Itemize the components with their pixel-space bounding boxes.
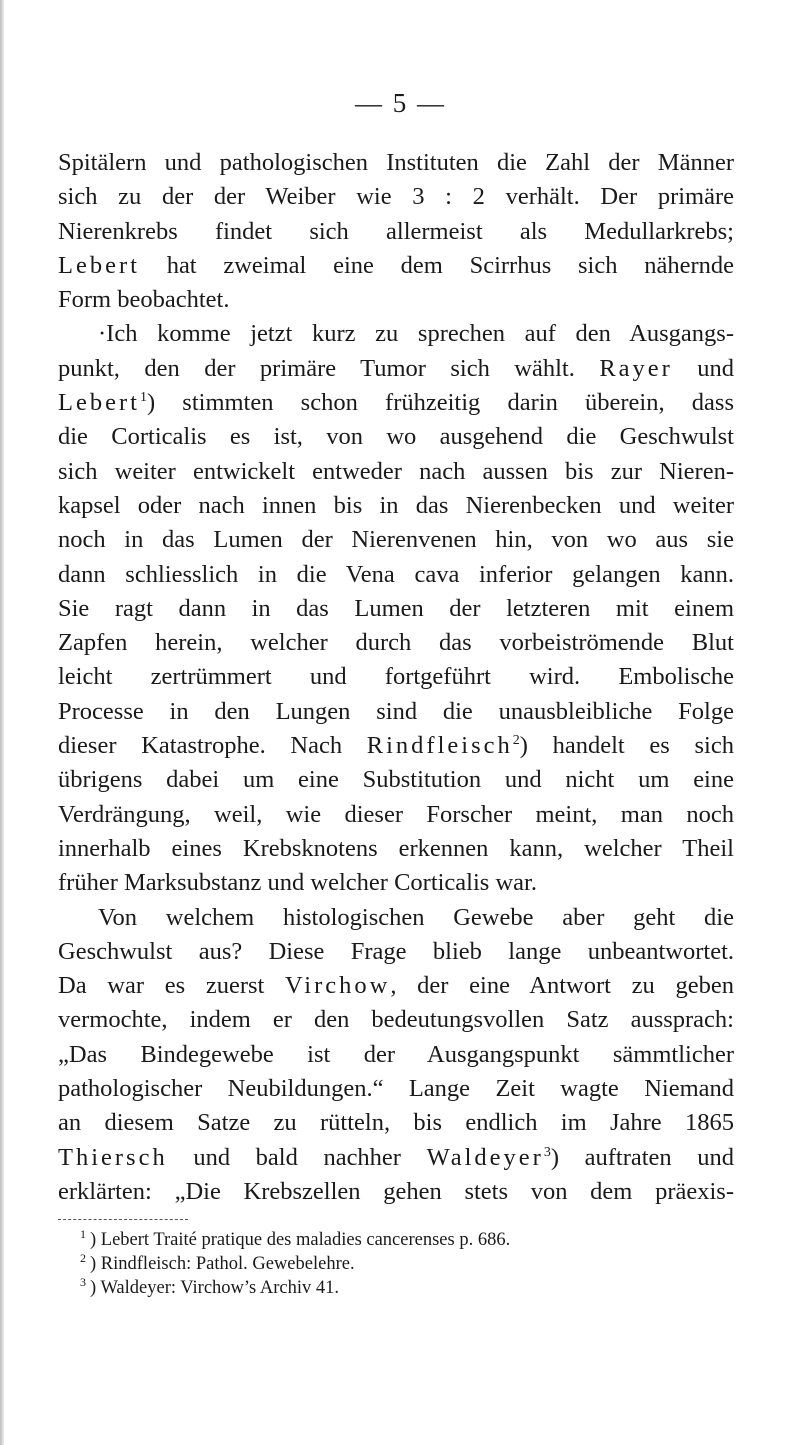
footnotes — [80, 1228, 740, 1300]
text-line: sich zu der der Weiber wie 3 : 2 verhält. Der primäre — [58, 183, 734, 211]
text-line: erklärten: „Die Krebszellen gehen stets von dem präexis- — [58, 1177, 734, 1205]
author-name-lebert: Lebert — [58, 251, 140, 279]
text-line: an diesem Satze zu rütteln, bis endlich im Jahre 1865 — [58, 1109, 734, 1137]
text-line: ·Ich komme jetzt kurz zu sprechen auf den Ausgangs- — [98, 320, 734, 348]
text-line: Lebert hat zweimal eine dem Scirrhus sich nähernde — [58, 251, 734, 279]
text-line: pathologischer Neubildungen.“ Lange Zeit wagte Niemand — [58, 1075, 734, 1103]
page-number: — 5 — — [355, 88, 446, 118]
text-line: Von welchem histologischen Gewebe aber geht die — [98, 903, 734, 931]
text-line: früher Marksubstanz und welcher Corticalis war. — [58, 869, 537, 897]
author-name-rindfleisch: Rindfleisch — [366, 732, 513, 760]
text-line: Lebert$^1$) stimmten schon frühzeitig darin überein, dass — [58, 389, 734, 417]
text-line: Processe in den Lungen sind die unausbleibliche Folge — [58, 697, 734, 725]
footnote-2: $^2$ ) Rindfleisch: Pathol. Gewebelehre. — [80, 1251, 355, 1274]
text-line: die Corticalis es ist, von wo ausgehend die Geschwulst — [58, 423, 734, 451]
author-name-rayer: Rayer — [599, 354, 673, 382]
author-name-virchow: Virchow — [285, 972, 391, 1000]
text-line: Da war es zuerst Virchow, der eine Antwort zu geben — [58, 972, 734, 1000]
text-line: Thiersch und bald nachher Waldeyer$^3$) auftraten und — [58, 1143, 734, 1171]
text-line: Sie ragt dann in das Lumen der letzteren mit einem — [58, 594, 734, 622]
text-line: kapsel oder nach innen bis in das Nierenbecken und weiter — [58, 491, 734, 519]
footnote-ref-3: 3 — [543, 1144, 551, 1160]
text-line: Verdrängung, weil, wie dieser Forscher meint, man noch — [58, 800, 734, 828]
text-line: Nierenkrebs findet sich allermeist als Medullarkrebs; — [58, 217, 734, 245]
text-line: sich weiter entwickelt entweder nach aussen bis zur Nieren- — [58, 457, 734, 485]
footnote-ref-2: 2 — [512, 733, 520, 749]
body-text — [58, 146, 734, 1209]
page-edge — [0, 0, 4, 1445]
text-line: leicht zertrümmert und fortgeführt wird. Embolische — [58, 663, 734, 691]
text-line: Geschwulst aus? Diese Frage blieb lange unbeantwortet. — [58, 937, 734, 965]
author-name-lebert: Lebert — [58, 389, 140, 417]
text-line: dieser Katastrophe. Nach Rindfleisch$^2$) handelt es sich — [58, 732, 734, 760]
text-line: punkt, den der primäre Tumor sich wählt. Rayer und — [58, 354, 735, 382]
text-line: Form beobachtet. — [58, 286, 230, 314]
text-line: vermochte, indem er den bedeutungsvollen Satz aussprach: — [58, 1006, 734, 1034]
text-line: Spitälern und pathologischen Instituten die Zahl der Männer — [58, 149, 734, 176]
footnote-divider — [58, 1219, 188, 1220]
text-line: Zapfen herein, welcher durch das vorbeiströmende Blut — [58, 629, 734, 657]
footnote-1: $^1$ ) Lebert Traité pratique des maladies cancerenses p. 686. — [80, 1227, 511, 1250]
author-name-thiersch: Thiersch — [58, 1143, 168, 1171]
text-line: innerhalb eines Krebsknotens erkennen kann, welcher Theil — [58, 834, 734, 862]
author-name-waldeyer: Waldeyer — [426, 1143, 544, 1171]
text-line: „Das Bindegewebe ist der Ausgangspunkt sämmtlicher — [58, 1040, 734, 1068]
text-line: übrigens dabei um eine Substitution und nicht um eine — [58, 766, 734, 794]
text-line: noch in das Lumen der Nierenvenen hin, von wo aus sie — [58, 526, 734, 554]
footnote-ref-1: 1 — [139, 390, 147, 406]
footnote-3: $^3$ ) Waldeyer: Virchow’s Archiv 41. — [80, 1275, 339, 1298]
text-line: dann schliesslich in die Vena cava inferior gelangen kann. — [58, 560, 734, 588]
